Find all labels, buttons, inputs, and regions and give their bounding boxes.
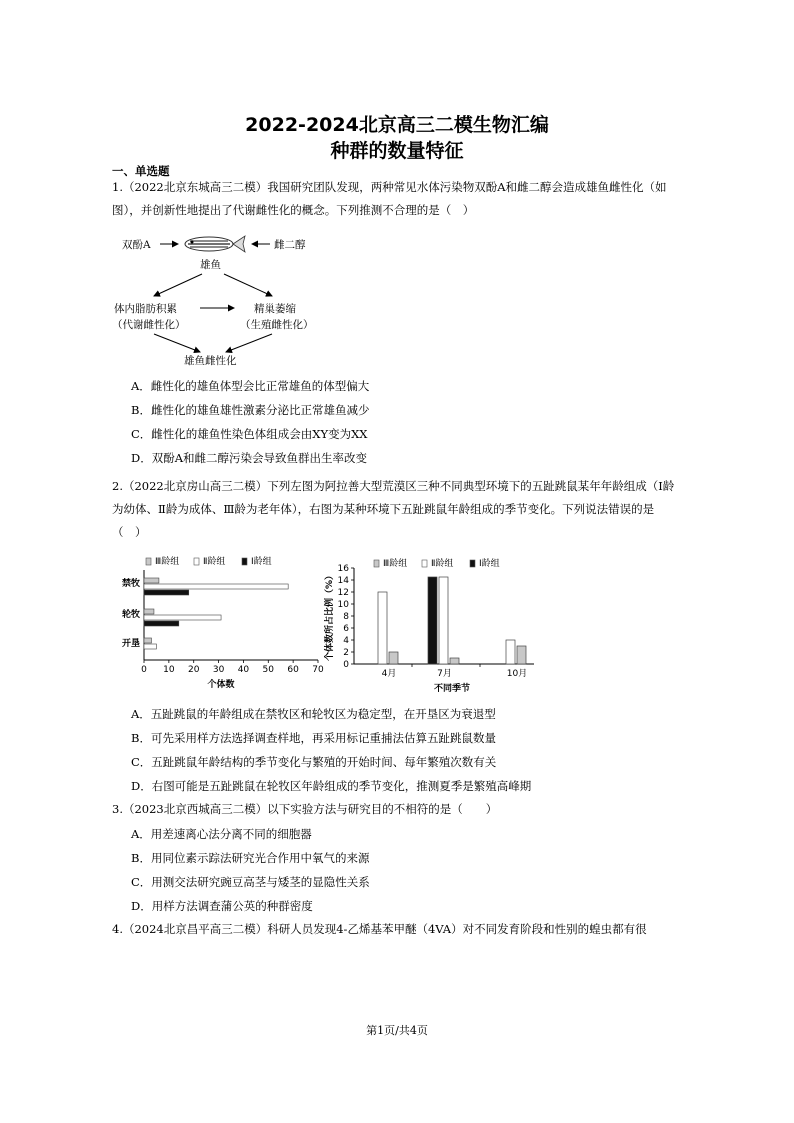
legend-swatch-1 (422, 560, 427, 567)
y-tick-label: 4 (343, 636, 349, 646)
legend-swatch-0 (374, 560, 379, 567)
question-3-stem: 3.（2023北京西城高三二模）以下实验方法与研究目的不相符的是（ ） (112, 802, 498, 816)
y-tick-label: 14 (337, 576, 349, 586)
x-tick-label: 70 (312, 665, 324, 675)
legend-swatch-1 (194, 558, 199, 565)
category-label: 7月 (437, 669, 452, 679)
question-3-option-d: D．用样方法调查蒲公英的种群密度 (131, 899, 313, 913)
question-2-option-a: A．五趾跳鼠的年龄组成在禁牧区和轮牧区为稳定型，在开垦区为衰退型 (131, 707, 496, 721)
y-tick-label: 10 (337, 600, 349, 610)
y-tick-label: 6 (343, 624, 349, 634)
category-label: 开垦 (121, 639, 140, 649)
legend-label-0: Ⅲ龄组 (155, 557, 180, 567)
bar-2-0 (517, 646, 526, 664)
page-number: 第1页/共4页 (366, 1024, 428, 1037)
category-label: 禁牧 (121, 579, 140, 589)
bar-2-1 (144, 644, 156, 649)
question-4-stem: 4.（2024北京昌平高三二模）科研人员发现4-乙烯基苯甲醚（4VA）对不同发育阶段和性别的蝗虫都有很 (112, 922, 647, 936)
x-tick-label: 20 (187, 665, 200, 675)
bar-0-1 (144, 584, 288, 589)
seasonal-age-structure-chart (325, 552, 550, 697)
y-tick-label: 8 (343, 612, 349, 622)
category-label: 10月 (506, 669, 528, 679)
legend-label-1: Ⅱ龄组 (431, 559, 454, 569)
question-1-option-c: C．雌性化的雄鱼性染色体组成会由XY变为XX (131, 427, 368, 441)
y-tick-label: 0 (343, 660, 349, 670)
legend-label-0: Ⅲ龄组 (383, 559, 408, 569)
question-3-option-c: C．用测交法研究豌豆高茎与矮茎的显隐性关系 (131, 875, 370, 889)
question-1-option-b: B．雌性化的雄鱼雄性激素分泌比正常雄鱼减少 (131, 403, 370, 417)
bar-2-1 (506, 640, 515, 664)
reproductive-feminization-label: （生殖雌性化） (240, 319, 314, 331)
document-title: 2022-2024北京高三二模生物汇编 (245, 114, 549, 136)
fish-icon (185, 236, 245, 252)
category-label: 4月 (381, 669, 397, 679)
question-2-stem: 2.（2022北京房山高三二模）下列左图为阿拉善大型荒漠区三种不同典型环境下的五趾跳鼠某年年龄组成（Ⅰ龄为幼体、Ⅱ龄为成体、Ⅲ龄为老年体），右图为某种环境下五趾跳鼠年龄组成的季节变化。下列说法错误的是（ ） (112, 479, 675, 539)
question-1-option-d: D．双酚A和雌二醇污染会导致鱼群出生率改变 (131, 451, 368, 465)
legend-label-1: Ⅱ龄组 (203, 557, 226, 567)
y-tick-label: 12 (337, 588, 349, 598)
bar-2-0 (144, 638, 151, 643)
question-3-option-b: B．用同位素示踪法研究光合作用中氧气的来源 (131, 851, 370, 865)
bar-1-2 (428, 577, 437, 664)
bar-0-0 (389, 652, 398, 664)
fat-accumulation-label: 体内脂肪积累 (114, 303, 177, 315)
fish-flow-diagram (112, 228, 342, 368)
legend-swatch-2 (470, 560, 475, 567)
x-tick-label: 50 (262, 665, 275, 675)
y-tick-label: 16 (337, 564, 349, 574)
legend-swatch-2 (242, 558, 247, 565)
question-3-option-a: A．用差速离心法分离不同的细胞器 (131, 827, 312, 841)
y-axis-title: 个体数所占比例（%） (325, 570, 335, 662)
age-structure-bar-chart (112, 550, 332, 695)
bar-1-1 (144, 615, 221, 620)
x-tick-label: 40 (237, 665, 250, 675)
bar-1-1 (439, 577, 448, 664)
testis-atrophy-label: 精巢萎缩 (254, 303, 296, 315)
estradiol-label: 雌二醇 (274, 239, 306, 251)
male-fish-label: 雄鱼 (200, 259, 221, 271)
category-label: 轮牧 (121, 610, 140, 620)
legend-label-2: Ⅰ龄组 (479, 559, 500, 569)
bisphenol-label: 双酚A (122, 239, 151, 251)
male-feminization-label: 雄鱼雌性化 (184, 355, 237, 367)
x-tick-label: 10 (163, 665, 175, 675)
legend-swatch-0 (146, 558, 151, 565)
bar-1-0 (450, 658, 459, 664)
question-1-option-a: A．雌性化的雄鱼体型会比正常雄鱼的体型偏大 (131, 379, 370, 393)
x-tick-label: 60 (287, 665, 299, 675)
x-axis-title: 不同季节 (433, 684, 471, 694)
bar-1-2 (144, 621, 179, 626)
bar-0-1 (378, 592, 387, 664)
bar-0-2 (144, 590, 189, 595)
bar-0-0 (144, 578, 159, 583)
metabolic-feminization-label: （代谢雌性化） (112, 319, 186, 331)
legend-label-2: Ⅰ龄组 (251, 557, 272, 567)
document-subtitle: 种群的数量特征 (330, 140, 464, 162)
y-tick-label: 2 (343, 648, 349, 658)
bar-1-0 (144, 609, 154, 614)
section-heading: 一、单选题 (112, 164, 170, 178)
question-2-option-b: B．可先采用样方法选择调查样地，再采用标记重捕法估算五趾跳鼠数量 (131, 731, 496, 745)
x-tick-label: 0 (141, 665, 147, 675)
question-2-option-c: C．五趾跳鼠年龄结构的季节变化与繁殖的开始时间、每年繁殖次数有关 (131, 755, 497, 769)
x-tick-label: 30 (212, 665, 225, 675)
question-2-option-d: D．右图可能是五趾跳鼠在轮牧区年龄组成的季节变化，推测夏季是繁殖高峰期 (131, 779, 532, 793)
x-axis-title: 个体数 (207, 680, 235, 690)
question-1-stem: 1.（2022北京东城高三二模）我国研究团队发现，两种常见水体污染物双酚A和雌二醇会造成雄鱼雌性化（如图），并创新性地提出了代谢雌性化的概念。下列推测不合理的是（ ） (112, 180, 667, 217)
